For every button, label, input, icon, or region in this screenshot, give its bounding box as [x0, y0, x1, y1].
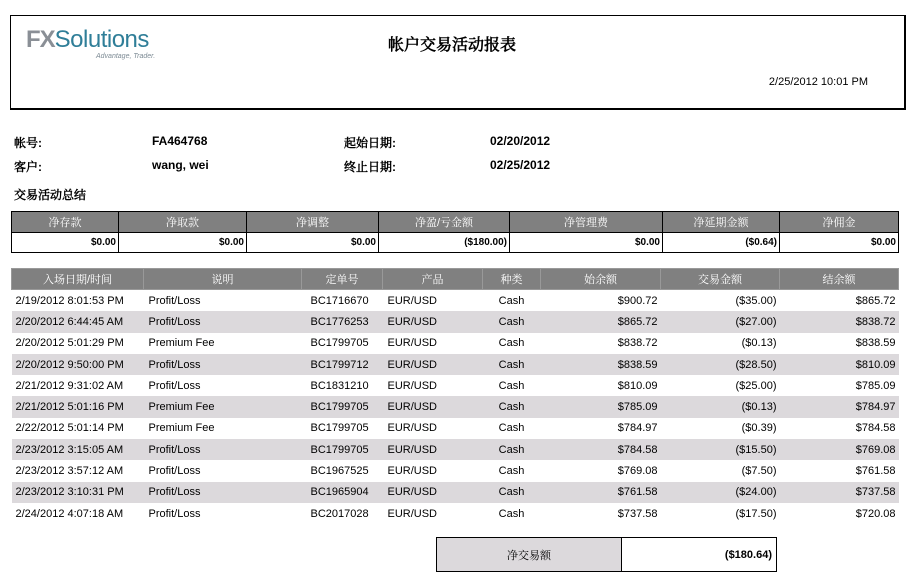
cell-type: Cash — [498, 507, 525, 520]
column-header-opening-balance: 始余额 — [541, 269, 661, 290]
start-date-label: 起始日期: — [344, 136, 396, 150]
logo-solutions: Solutions — [54, 26, 149, 53]
net-total-table — [436, 537, 777, 572]
cell-closing-balance: $720.08 — [855, 507, 896, 520]
cell-order-number: BC1776253 — [302, 311, 383, 332]
cell-closing-balance: $784.58 — [855, 422, 896, 435]
cell-order-number: BC1716670 — [310, 294, 369, 307]
account-label: 帐号: — [14, 136, 42, 150]
cell-closing-balance: $769.08 — [780, 439, 899, 460]
summary-header: 净延期金额 — [663, 212, 780, 233]
summary-value: $0.00 — [119, 233, 247, 253]
cell-type: Cash — [483, 396, 541, 417]
cell-product: EUR/USD — [383, 482, 483, 503]
report-title: 帐户交易活动报表 — [388, 37, 517, 54]
cell-product: EUR/USD — [387, 507, 438, 520]
cell-closing-balance: $838.72 — [780, 311, 899, 332]
cell-description: Profit/Loss — [148, 379, 201, 392]
cell-type: Cash — [483, 311, 541, 332]
summary-value: $0.00 — [247, 233, 379, 253]
end-date-value: 02/25/2012 — [490, 158, 551, 172]
cell-opening-balance: $838.59 — [541, 354, 661, 375]
cell-amount: ($27.00) — [661, 311, 780, 332]
summary-header-row — [12, 212, 899, 233]
cell-product: EUR/USD — [383, 311, 483, 332]
table-row — [12, 290, 899, 312]
table-row — [12, 482, 899, 503]
table-row — [12, 311, 899, 332]
summary-section-title: 交易活动总结 — [14, 188, 87, 202]
summary-header: 净管理费 — [510, 212, 663, 233]
table-row — [12, 396, 899, 417]
cell-type: Cash — [483, 439, 541, 460]
cell-description: Profit/Loss — [144, 354, 302, 375]
cell-amount: ($0.39) — [741, 422, 777, 435]
cell-entry-time: 2/20/2012 5:01:29 PM — [15, 337, 124, 350]
cell-product: EUR/USD — [383, 354, 483, 375]
cell-description: Profit/Loss — [144, 439, 302, 460]
account-value: FA464768 — [152, 134, 208, 148]
cell-order-number: BC1799705 — [310, 337, 369, 350]
cell-order-number: BC1831210 — [310, 379, 369, 392]
cell-product: EUR/USD — [383, 439, 483, 460]
cell-type: Cash — [498, 422, 525, 435]
cell-amount: ($35.00) — [735, 294, 777, 307]
table-row — [12, 439, 899, 460]
cell-opening-balance: $769.08 — [617, 465, 658, 478]
column-header-description: 说明 — [144, 269, 302, 290]
customer-label: 客户: — [14, 160, 42, 174]
cell-entry-time: 2/23/2012 3:15:05 AM — [12, 439, 144, 460]
summary-value: ($180.00) — [379, 233, 510, 253]
table-row — [12, 375, 899, 396]
cell-closing-balance: $737.58 — [780, 482, 899, 503]
cell-description: Profit/Loss — [148, 507, 201, 520]
summary-value: $0.00 — [510, 233, 663, 253]
cell-entry-time: 2/23/2012 3:57:12 AM — [15, 465, 124, 478]
cell-order-number: BC2017028 — [310, 507, 369, 520]
cell-order-number: BC1967525 — [310, 465, 369, 478]
cell-order-number: BC1799705 — [310, 422, 369, 435]
cell-order-number: BC1799712 — [302, 354, 383, 375]
cell-description: Premium Fee — [144, 396, 302, 417]
cell-type: Cash — [498, 379, 525, 392]
column-header-type: 种类 — [483, 269, 541, 290]
cell-opening-balance: $761.58 — [541, 482, 661, 503]
cell-opening-balance: $785.09 — [541, 396, 661, 417]
summary-header: 净取款 — [119, 212, 247, 233]
start-date-value: 02/20/2012 — [490, 134, 551, 148]
summary-value: $0.00 — [12, 233, 119, 253]
cell-amount: ($25.00) — [735, 379, 777, 392]
summary-value-row — [12, 233, 899, 253]
cell-entry-time: 2/20/2012 9:50:00 PM — [12, 354, 144, 375]
report-timestamp: 2/25/2012 10:01 PM — [768, 76, 868, 88]
end-date-label: 终止日期: — [344, 160, 396, 174]
cell-order-number: BC1799705 — [302, 439, 383, 460]
cell-closing-balance: $810.09 — [780, 354, 899, 375]
cell-description: Profit/Loss — [144, 311, 302, 332]
column-header-amount: 交易金额 — [661, 269, 780, 290]
cell-opening-balance: $900.72 — [617, 294, 658, 307]
summary-header: 净佣金 — [780, 212, 899, 233]
net-total-label: 净交易额 — [437, 538, 622, 572]
cell-type: Cash — [498, 294, 525, 307]
cell-product: EUR/USD — [387, 465, 438, 478]
cell-opening-balance: $838.72 — [617, 337, 658, 350]
summary-table — [11, 211, 899, 253]
cell-description: Premium Fee — [148, 422, 215, 435]
cell-amount: ($7.50) — [741, 465, 777, 478]
table-row — [12, 333, 899, 354]
summary-header: 净存款 — [12, 212, 119, 233]
cell-product: EUR/USD — [387, 422, 438, 435]
cell-closing-balance: $865.72 — [855, 294, 896, 307]
logo-tagline: Advantage, Trader. — [96, 53, 156, 60]
cell-amount: ($0.13) — [661, 396, 780, 417]
net-total-row — [437, 538, 777, 572]
table-row — [12, 460, 899, 481]
column-header-product: 产品 — [383, 269, 483, 290]
cell-description: Premium Fee — [148, 337, 215, 350]
net-total-value: ($180.64) — [622, 538, 777, 572]
cell-entry-time: 2/19/2012 8:01:53 PM — [15, 294, 124, 307]
summary-header: 净调整 — [247, 212, 379, 233]
cell-entry-time: 2/21/2012 9:31:02 AM — [15, 379, 124, 392]
cell-product: EUR/USD — [387, 337, 438, 350]
column-header-entry-time: 入场日期/时间 — [12, 269, 144, 290]
transactions-table — [11, 268, 899, 524]
cell-closing-balance: $784.97 — [780, 396, 899, 417]
cell-amount: ($28.50) — [661, 354, 780, 375]
table-row — [12, 418, 899, 439]
column-header-order-number: 定单号 — [302, 269, 383, 290]
logo-fx: FX — [26, 26, 55, 53]
cell-entry-time: 2/21/2012 5:01:16 PM — [12, 396, 144, 417]
cell-description: Profit/Loss — [144, 482, 302, 503]
cell-order-number: BC1799705 — [302, 396, 383, 417]
cell-type: Cash — [483, 354, 541, 375]
fxsolutions-logo — [26, 26, 156, 60]
cell-order-number: BC1965904 — [302, 482, 383, 503]
cell-product: EUR/USD — [387, 294, 438, 307]
cell-type: Cash — [498, 465, 525, 478]
cell-amount: ($17.50) — [735, 507, 777, 520]
cell-type: Cash — [498, 337, 525, 350]
cell-opening-balance: $784.58 — [541, 439, 661, 460]
cell-opening-balance: $784.97 — [617, 422, 658, 435]
cell-description: Profit/Loss — [148, 294, 201, 307]
customer-value: wang, wei — [152, 158, 209, 172]
cell-closing-balance: $761.58 — [855, 465, 896, 478]
cell-amount: ($0.13) — [741, 337, 777, 350]
cell-opening-balance: $810.09 — [617, 379, 658, 392]
summary-value: ($0.64) — [663, 233, 780, 253]
summary-value: $0.00 — [780, 233, 899, 253]
cell-amount: ($24.00) — [661, 482, 780, 503]
cell-closing-balance: $785.09 — [855, 379, 896, 392]
table-row — [12, 354, 899, 375]
table-row — [12, 503, 899, 524]
cell-product: EUR/USD — [383, 396, 483, 417]
cell-type: Cash — [483, 482, 541, 503]
summary-header: 净盈/亏金额 — [379, 212, 510, 233]
cell-description: Profit/Loss — [148, 465, 201, 478]
cell-amount: ($15.50) — [661, 439, 780, 460]
cell-entry-time: 2/20/2012 6:44:45 AM — [12, 311, 144, 332]
transactions-header-row — [12, 269, 899, 290]
cell-entry-time: 2/23/2012 3:10:31 PM — [12, 482, 144, 503]
cell-entry-time: 2/22/2012 5:01:14 PM — [15, 422, 124, 435]
cell-entry-time: 2/24/2012 4:07:18 AM — [15, 507, 124, 520]
cell-opening-balance: $737.58 — [617, 507, 658, 520]
cell-closing-balance: $838.59 — [855, 337, 896, 350]
column-header-closing-balance: 结余额 — [780, 269, 899, 290]
cell-opening-balance: $865.72 — [541, 311, 661, 332]
cell-product: EUR/USD — [387, 379, 438, 392]
